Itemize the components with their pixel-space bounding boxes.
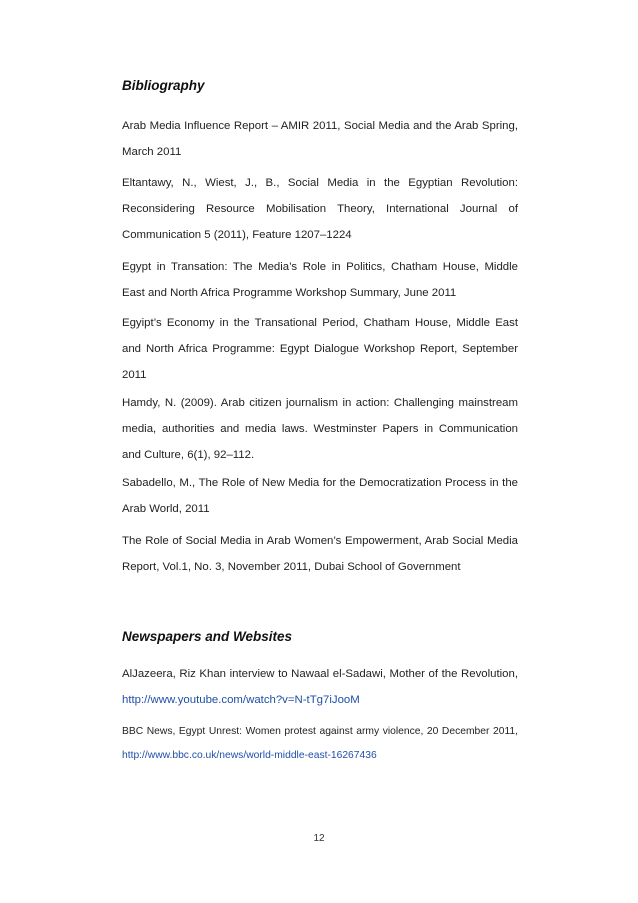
bibliography-entry-2: Eltantawy, N., Wiest, J., B., Social Media in the Egyptian Revolution: Reconsidering Resource Mobilisation Theory, International Journal of Communication 5 (2011), Feature 1207–1224 <box>122 177 518 241</box>
newspaper-entry-1 <box>122 661 518 713</box>
newspaper-entry-text: AlJazeera, Riz Khan interview to Nawaal el-Sadawi, Mother of the Revolution, <box>122 668 518 680</box>
bibliography-entry-5: Hamdy, N. (2009). Arab citizen journalism in action: Challenging mainstream media, authorities and media laws. Westminster Papers in Communication and Culture, 6(1), 92–112. <box>122 397 518 461</box>
newspaper-entry-text: BBC News, Egypt Unrest: Women protest against army violence, 20 December 2011, <box>122 726 518 737</box>
bibliography-entry-4: Egyipt’s Economy in the Transational Period, Chatham House, Middle East and North Africa Programme: Egypt Dialogue Workshop Report, September 2011 <box>122 317 518 381</box>
bibliography-entry-3: Egypt in Transation: The Media’s Role in Politics, Chatham House, Middle East and North Africa Programme Workshop Summary, June 2011 <box>122 261 518 299</box>
newspapers-heading: Newspapers and Websites <box>122 629 293 644</box>
bibliography-entry-1: Arab Media Influence Report – AMIR 2011, Social Media and the Arab Spring, March 2011 <box>122 120 518 158</box>
bibliography-entry-6: Sabadello, M., The Role of New Media for the Democratization Process in the Arab World, 2011 <box>122 477 518 515</box>
bibliography-entry-7: The Role of Social Media in Arab Women’s Empowerment, Arab Social Media Report, Vol.1, No. 3, November 2011, Dubai School of Government <box>122 535 518 573</box>
youtube-link[interactable]: http://www.youtube.com/watch?v=N-tTg7iJooM <box>122 694 360 706</box>
newspaper-entry-2 <box>122 720 518 768</box>
bbc-link[interactable]: http://www.bbc.co.uk/news/world-middle-east-16267436 <box>122 750 377 761</box>
page-number: 12 <box>313 833 325 844</box>
bibliography-heading: Bibliography <box>122 78 205 93</box>
